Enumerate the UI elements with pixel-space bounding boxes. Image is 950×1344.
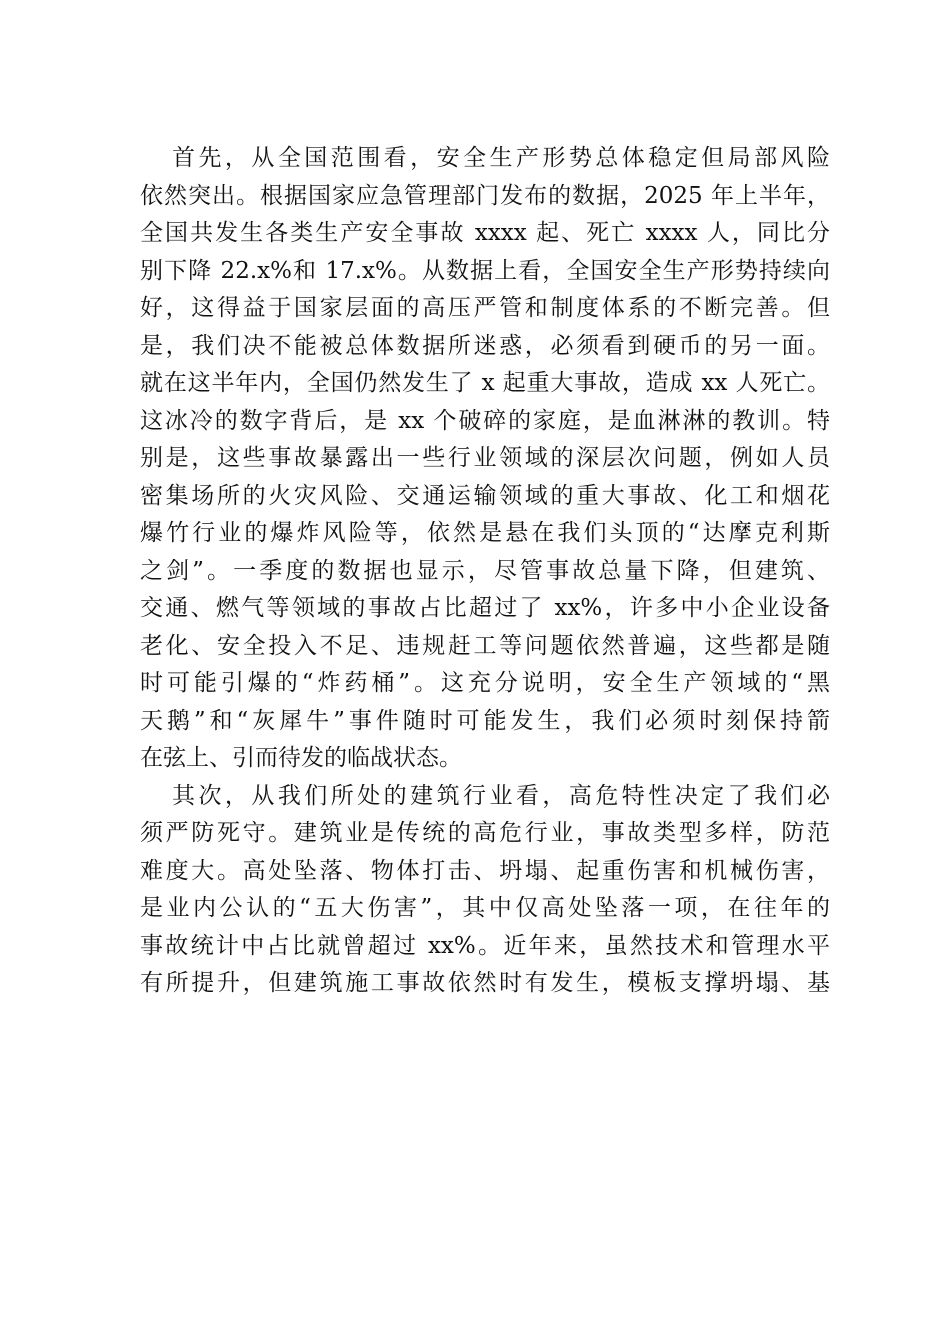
text-line: 好，这得益于国家层面的高压严管和制度体系的不断完善。但 bbox=[140, 295, 830, 321]
text-line: 就在这半年内，全国仍然发生了 x 起重大事故，造成 xx 人死亡。 bbox=[140, 370, 830, 396]
text-line: 须严防死守。建筑业是传统的高危行业，事故类型多样，防范 bbox=[140, 820, 830, 846]
paragraph-1 bbox=[140, 140, 830, 778]
text-line: 事故统计中占比就曾超过 xx%。近年来，虽然技术和管理水平 bbox=[140, 932, 830, 959]
text-line: 有所提升，但建筑施工事故依然时有发生，模板支撑坍塌、基 bbox=[140, 970, 830, 996]
text-line: 交通、燃气等领域的事故占比超过了 xx%，许多中小企业设备 bbox=[140, 595, 830, 621]
text-line: 难度大。高处坠落、物体打击、坍塌、起重伤害和机械伤害， bbox=[140, 857, 830, 884]
text-line: 爆竹行业的爆炸风险等，依然是悬在我们头顶的“达摩克利斯 bbox=[140, 520, 830, 546]
document-body bbox=[140, 140, 830, 1003]
text-line: 其次，从我们所处的建筑行业看，高危特性决定了我们必 bbox=[172, 782, 830, 809]
text-line: 之剑”。一季度的数据也显示，尽管事故总量下降，但建筑、 bbox=[140, 557, 830, 584]
text-line: 别是，这些事故暴露出一些行业领域的深层次问题，例如人员 bbox=[140, 445, 830, 471]
text-line: 首先，从全国范围看，安全生产形势总体稳定但局部风险 bbox=[172, 145, 830, 171]
text-line: 是业内公认的“五大伤害”，其中仅高处坠落一项，在往年的 bbox=[140, 895, 830, 921]
paragraph-2 bbox=[140, 778, 830, 1003]
text-line: 全国共发生各类生产安全事故 xxxx 起、死亡 xxxx 人，同比分 bbox=[140, 220, 830, 246]
text-line: 密集场所的火灾风险、交通运输领域的重大事故、化工和烟花 bbox=[140, 482, 830, 509]
text-line: 依然突出。根据国家应急管理部门发布的数据，2025 年上半年， bbox=[140, 182, 830, 209]
text-line: 别下降 22.x%和 17.x%。从数据上看，全国安全生产形势持续向 bbox=[140, 257, 830, 284]
text-line: 老化、安全投入不足、违规赶工等问题依然普遍，这些都是随 bbox=[140, 632, 830, 659]
text-line: 这冰冷的数字背后，是 xx 个破碎的家庭，是血淋淋的教训。特 bbox=[140, 407, 830, 434]
text-line: 是，我们决不能被总体数据所迷惑，必须看到硬币的另一面。 bbox=[140, 332, 830, 359]
text-line: 在弦上、引而待发的临战状态。 bbox=[140, 745, 462, 771]
text-line: 时可能引爆的“炸药桶”。这充分说明，安全生产领域的“黑 bbox=[140, 670, 830, 696]
text-line: 天鹅”和“灰犀牛”事件随时可能发生，我们必须时刻保持箭 bbox=[140, 707, 830, 734]
